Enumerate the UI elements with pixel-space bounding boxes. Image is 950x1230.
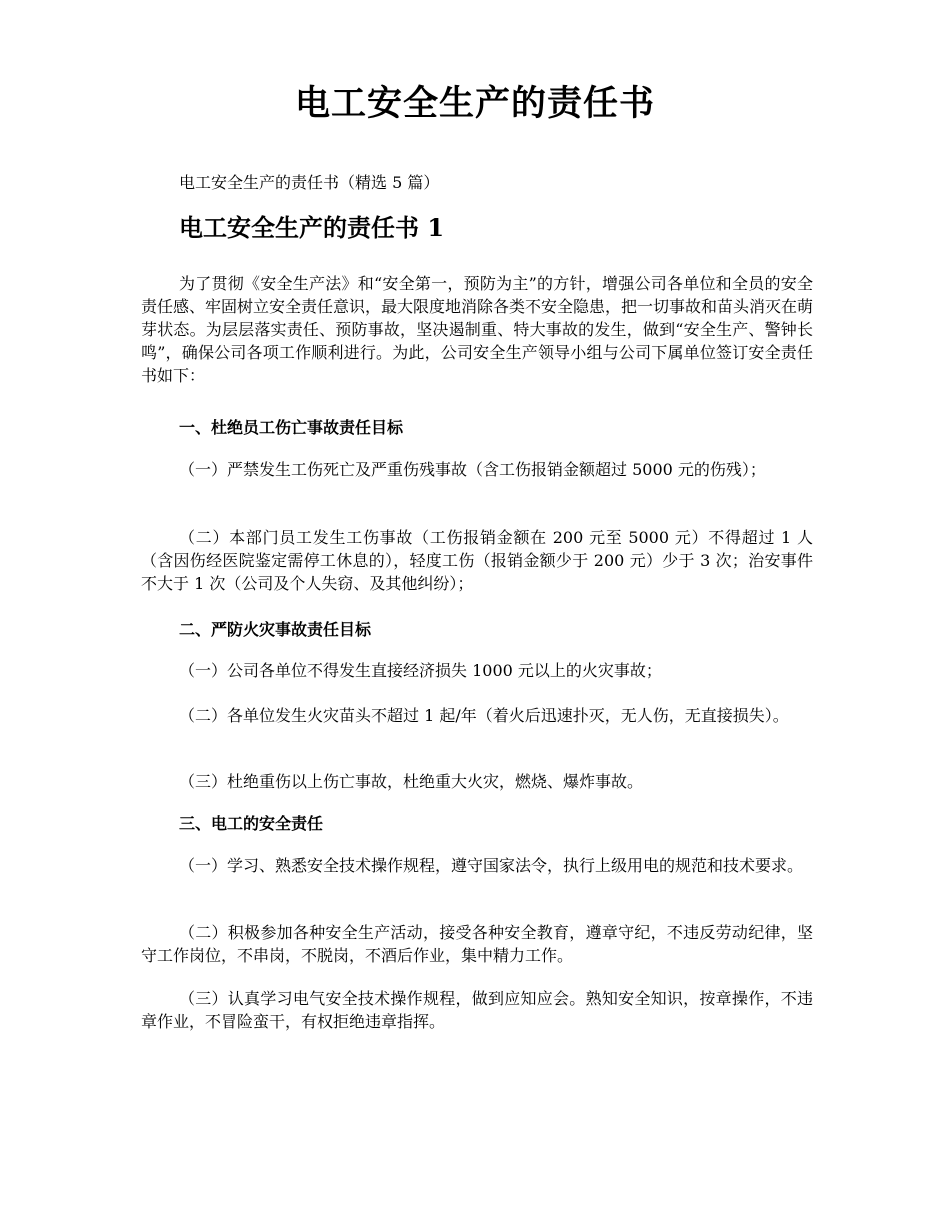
section-title-1: 一、杜绝员工伤亡事故责任目标 bbox=[179, 418, 404, 437]
section-2-item-1: （一）公司各单位不得发生直接经济损失 1000 元以上的火灾事故； bbox=[179, 661, 662, 680]
document-subtitle: 电工安全生产的责任书（精选 5 篇） bbox=[179, 173, 440, 192]
document-title: 电工安全生产的责任书 bbox=[294, 83, 655, 124]
section-title-2: 二、严防火灾事故责任目标 bbox=[179, 620, 372, 639]
section-title-3: 三、电工的安全责任 bbox=[179, 814, 324, 833]
section-2-item-2: （二）各单位发生火灾苗头不超过 1 起/年（着火后迅速扑灭，无人伤，无直接损失）。 bbox=[179, 706, 789, 725]
section-3-item-3: （三）认真学习电气安全技术操作规程，做到应知应会。熟知安全知识，按章操作，不违章作业，不冒险蛮干，有权拒绝违章指挥。 bbox=[141, 989, 813, 1031]
section-3-item-2: （二）积极参加各种安全生产活动，接受各种安全教育，遵章守纪，不违反劳动纪律，坚守工作岗位，不串岗，不脱岗，不酒后作业，集中精力工作。 bbox=[141, 923, 813, 965]
section-1-item-1: （一）严禁发生工伤死亡及严重伤残事故（含工伤报销金额超过 5000 元的伤残）； bbox=[179, 460, 766, 479]
intro-paragraph: 为了贯彻《安全生产法》和“安全第一，预防为主”的方针，增强公司各单位和全员的安全责任感、牢固树立安全责任意识，最大限度地消除各类不安全隐患，把一切事故和苗头消灭在萌芽状态。为层层落实责任、预防事故，坚决遏制重、特大事故的发生，做到“安全生产、警钟长鸣”，确保公司各项工作顺利进行。为此，公司安全生产领导小组与公司下属单位签订安全责任书如下： bbox=[141, 274, 814, 385]
section-heading: 电工安全生产的责任书 1 bbox=[179, 213, 445, 242]
section-1-item-2: （二）本部门员工发生工伤事故（工伤报销金额在 200 元至 5000 元）不得超过 1 人（含因伤经医院鉴定需停工休息的），轻度工伤（报销金额少于 200 元）少于 3 次；治安事件不大于 1 次（公司及个人失窃、及其他纠纷）； bbox=[141, 528, 813, 593]
section-3-item-1: （一）学习、熟悉安全技术操作规程，遵守国家法令，执行上级用电的规范和技术要求。 bbox=[179, 856, 804, 875]
section-2-item-3: （三）杜绝重伤以上伤亡事故，杜绝重大火灾，燃烧、爆炸事故。 bbox=[179, 772, 644, 791]
